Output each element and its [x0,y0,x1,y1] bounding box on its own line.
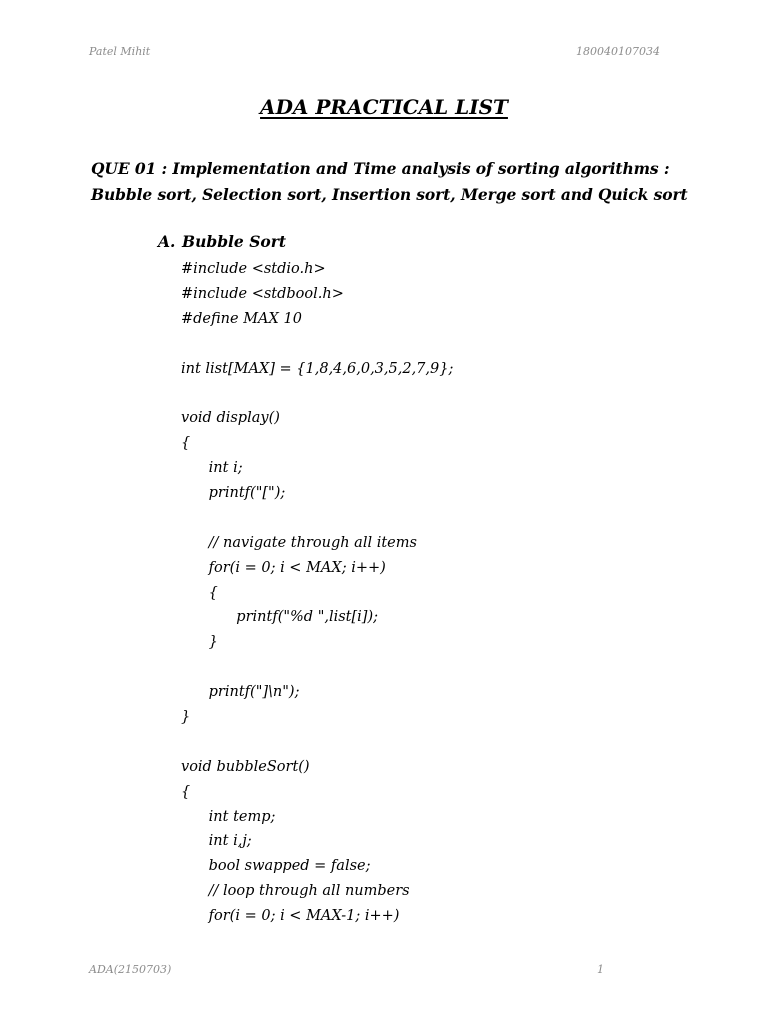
code-line: } [181,709,191,726]
code-line: { [181,435,191,452]
code-line: printf("["); [181,485,286,502]
footer-page-number: 1 [597,963,604,976]
code-line: for(i = 0; i < MAX-1; i++) [181,908,400,925]
code-line: printf("]\n"); [181,684,300,701]
code-line: for(i = 0; i < MAX; i++) [181,559,386,576]
code-line: int list[MAX] = {1,8,4,6,0,3,5,2,7,9}; [181,360,454,377]
footer-course: ADA(2150703) [89,963,172,976]
section-heading [158,232,286,251]
code-line: int temp; [181,808,276,825]
code-line: } [181,634,218,651]
code-line [181,506,453,531]
code-line: int i; [181,460,243,477]
code-line: printf("%d ",list[i]); [181,609,379,626]
code-line: { [181,783,191,800]
code-line: int i,j; [181,833,252,850]
code-line: #include <stdbool.h> [181,285,344,302]
code-block [181,257,453,929]
code-line: #define MAX 10 [181,310,302,327]
code-line: { [181,584,218,601]
header-enrollment: 180040107034 [576,45,660,58]
header-author: Patel Mihit [89,45,151,58]
document-title: ADA PRACTICAL LIST [260,95,508,119]
code-line [181,730,453,755]
question-text: QUE 01 : Implementation and Time analysis of sorting algorithms : Bubble sort, Selection sort, Insertion sort, Merge sort and Quick sort [91,159,688,204]
code-line: bool swapped = false; [181,858,371,875]
code-line: void bubbleSort() [181,758,310,775]
code-line [181,332,453,357]
code-line: // loop through all numbers [181,883,410,900]
section-marker: A. [158,232,176,251]
code-line [181,655,453,680]
section-title: Bubble Sort [182,232,287,251]
code-line: #include <stdio.h> [181,261,326,277]
code-line: void display() [181,410,280,427]
code-line [181,381,453,406]
code-line: // navigate through all items [181,534,417,551]
